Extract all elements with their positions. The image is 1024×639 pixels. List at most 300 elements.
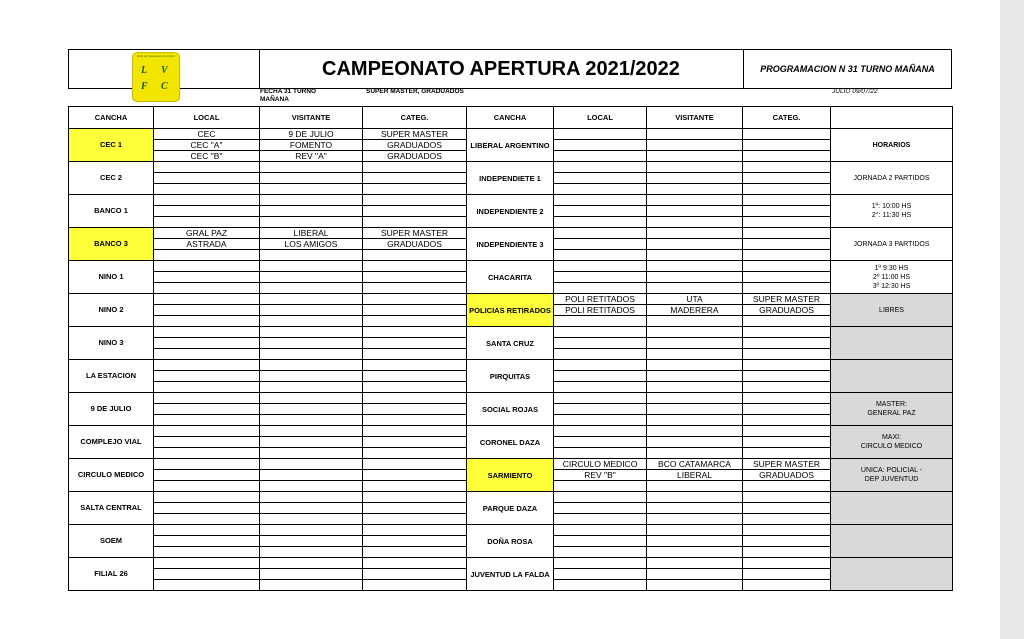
- right-local-cell: [554, 283, 647, 294]
- left-visitante-cell: [260, 206, 363, 217]
- left-visitante-cell: [260, 173, 363, 184]
- left-categ-cell: [363, 569, 467, 580]
- left-visitante-cell: [260, 338, 363, 349]
- left-categ-cell: [363, 316, 467, 327]
- left-visitante-cell: [260, 217, 363, 228]
- right-local-cell: [554, 426, 647, 437]
- right-visitante-cell: [647, 283, 743, 294]
- right-categ-cell: [743, 525, 831, 536]
- right-local-cell: [554, 525, 647, 536]
- right-local-cell: [554, 316, 647, 327]
- left-categ-cell: [363, 481, 467, 492]
- left-visitante-cell: [260, 503, 363, 514]
- programacion-label: PROGRAMACION N 31 TURNO MAÑANA: [760, 64, 935, 74]
- side-note-cell: [831, 525, 953, 558]
- date-label: JULIO 09/07/22: [832, 88, 878, 95]
- side-note-line: 2°: 11:30 HS: [871, 212, 912, 219]
- left-local-cell: CEC "B": [154, 151, 260, 162]
- right-local-cell: CIRCULO MEDICO: [554, 459, 647, 470]
- right-categ-cell: [743, 261, 831, 272]
- right-court-name: SARMIENTO: [467, 459, 554, 492]
- right-court-name: INDEPENDIETE 1: [467, 162, 554, 195]
- right-categ-cell: SUPER MASTER: [743, 459, 831, 470]
- left-categ-cell: [363, 525, 467, 536]
- right-local-cell: POLI RETITADOS: [554, 305, 647, 316]
- side-note-cell: [831, 162, 953, 195]
- left-local-cell: CEC "A": [154, 140, 260, 151]
- right-visitante-cell: [647, 569, 743, 580]
- side-note-cell: [831, 393, 953, 426]
- right-categ-cell: [743, 503, 831, 514]
- right-visitante-cell: [647, 162, 743, 173]
- right-court-name: POLICIAS RETIRADOS: [467, 294, 554, 327]
- side-note-line: 1º: 10:00 HS: [871, 203, 912, 210]
- side-note-cell: [831, 294, 953, 327]
- left-local-cell: [154, 195, 260, 206]
- left-visitante-cell: [260, 327, 363, 338]
- side-note-cell: [831, 195, 953, 228]
- right-local-cell: [554, 173, 647, 184]
- left-visitante-cell: [260, 558, 363, 569]
- logo-letter-1: L: [141, 65, 148, 76]
- right-categ-cell: [743, 404, 831, 415]
- left-visitante-cell: [260, 459, 363, 470]
- left-visitante-cell: [260, 547, 363, 558]
- left-categ-cell: [363, 162, 467, 173]
- right-local-cell: [554, 536, 647, 547]
- right-categ-cell: [743, 239, 831, 250]
- page-title: CAMPEONATO APERTURA 2021/2022: [259, 50, 744, 88]
- right-visitante-cell: [647, 404, 743, 415]
- left-court-name: LA ESTACION: [69, 360, 154, 393]
- right-local-cell: [554, 239, 647, 250]
- left-visitante-cell: [260, 426, 363, 437]
- left-local-cell: ASTRADA: [154, 239, 260, 250]
- side-note-line: MASTER:: [875, 401, 908, 408]
- left-local-cell: [154, 536, 260, 547]
- right-local-cell: [554, 261, 647, 272]
- right-categ-cell: [743, 162, 831, 173]
- side-note-line: DEP JUVENTUD: [864, 476, 919, 483]
- left-local-cell: [154, 437, 260, 448]
- left-categ-cell: [363, 393, 467, 404]
- col-visitante-2: VISITANTE: [647, 107, 743, 129]
- left-court-name: SOEM: [69, 525, 154, 558]
- left-court-name: CEC 1: [69, 129, 154, 162]
- right-categ-cell: [743, 349, 831, 360]
- right-categ-cell: [743, 250, 831, 261]
- right-local-cell: [554, 448, 647, 459]
- right-court-name: PIRQUITAS: [467, 360, 554, 393]
- left-visitante-cell: [260, 404, 363, 415]
- left-categ-cell: [363, 536, 467, 547]
- left-visitante-cell: [260, 360, 363, 371]
- col-local: LOCAL: [154, 107, 260, 129]
- right-categ-cell: [743, 316, 831, 327]
- left-categ-cell: [363, 272, 467, 283]
- left-local-cell: [154, 547, 260, 558]
- side-note-line: GENERAL PAZ: [867, 410, 916, 417]
- right-visitante-cell: [647, 525, 743, 536]
- left-categ-cell: [363, 360, 467, 371]
- left-categ-cell: [363, 382, 467, 393]
- left-categ-cell: [363, 503, 467, 514]
- left-visitante-cell: [260, 525, 363, 536]
- right-visitante-cell: [647, 448, 743, 459]
- left-local-cell: [154, 393, 260, 404]
- left-visitante-cell: [260, 283, 363, 294]
- right-local-cell: [554, 250, 647, 261]
- right-court-name: CHACARITA: [467, 261, 554, 294]
- left-visitante-cell: [260, 393, 363, 404]
- right-visitante-cell: [647, 547, 743, 558]
- right-local-cell: [554, 327, 647, 338]
- right-categ-cell: GRADUADOS: [743, 470, 831, 481]
- left-local-cell: [154, 206, 260, 217]
- right-local-cell: [554, 514, 647, 525]
- col-cancha: CANCHA: [69, 107, 154, 129]
- right-local-cell: [554, 415, 647, 426]
- right-local-cell: POLI RETITADOS: [554, 294, 647, 305]
- table-row: [69, 327, 953, 338]
- left-visitante-cell: [260, 261, 363, 272]
- left-visitante-cell: 9 DE JULIO: [260, 129, 363, 140]
- right-visitante-cell: [647, 250, 743, 261]
- right-local-cell: [554, 195, 647, 206]
- table-row: [69, 129, 953, 140]
- right-court-name: SANTA CRUZ: [467, 327, 554, 360]
- right-visitante-cell: [647, 536, 743, 547]
- right-categ-cell: [743, 140, 831, 151]
- left-visitante-cell: [260, 569, 363, 580]
- side-note-line: 2º 11:00 HS: [872, 273, 911, 281]
- right-categ-cell: [743, 415, 831, 426]
- right-local-cell: [554, 382, 647, 393]
- right-categ-cell: [743, 569, 831, 580]
- table-row: [69, 162, 953, 173]
- left-categ-cell: [363, 437, 467, 448]
- right-visitante-cell: [647, 437, 743, 448]
- table-row: [69, 228, 953, 239]
- left-local-cell: [154, 283, 260, 294]
- left-visitante-cell: [260, 437, 363, 448]
- right-visitante-cell: [647, 393, 743, 404]
- left-visitante-cell: LIBERAL: [260, 228, 363, 239]
- right-visitante-cell: [647, 272, 743, 283]
- left-categ-cell: [363, 184, 467, 195]
- left-categ-cell: GRADUADOS: [363, 140, 467, 151]
- side-note-line: JORNADA 3 PARTIDOS: [853, 240, 930, 248]
- side-note-line: MAXI:: [881, 434, 902, 441]
- left-local-cell: [154, 371, 260, 382]
- left-categ-cell: GRADUADOS: [363, 239, 467, 250]
- right-visitante-cell: [647, 217, 743, 228]
- left-visitante-cell: [260, 305, 363, 316]
- left-local-cell: [154, 558, 260, 569]
- right-categ-cell: [743, 547, 831, 558]
- left-local-cell: [154, 569, 260, 580]
- left-visitante-cell: [260, 448, 363, 459]
- right-local-cell: [554, 272, 647, 283]
- right-court-name: SOCIAL ROJAS: [467, 393, 554, 426]
- col-local-2: LOCAL: [554, 107, 647, 129]
- logo-caption: Club de Veteranos de Fútbol: [136, 54, 176, 58]
- left-court-name: NINO 1: [69, 261, 154, 294]
- table-row: [69, 459, 953, 470]
- side-note-line: CIRCULO MEDICO: [860, 443, 923, 450]
- left-categ-cell: [363, 404, 467, 415]
- left-local-cell: [154, 349, 260, 360]
- left-categ-cell: [363, 294, 467, 305]
- left-court-name: BANCO 3: [69, 228, 154, 261]
- right-local-cell: [554, 558, 647, 569]
- left-categ-cell: [363, 195, 467, 206]
- left-visitante-cell: [260, 184, 363, 195]
- left-local-cell: [154, 250, 260, 261]
- left-local-cell: [154, 481, 260, 492]
- right-categ-cell: [743, 437, 831, 448]
- right-categ-cell: [743, 580, 831, 591]
- left-visitante-cell: [260, 162, 363, 173]
- right-visitante-cell: [647, 151, 743, 162]
- side-note-cell: [831, 426, 953, 459]
- right-visitante-cell: [647, 184, 743, 195]
- right-local-cell: [554, 547, 647, 558]
- left-categ-cell: [363, 580, 467, 591]
- left-court-name: FILIAL 26: [69, 558, 154, 591]
- right-local-cell: [554, 338, 647, 349]
- left-visitante-cell: LOS AMIGOS: [260, 239, 363, 250]
- left-court-name: BANCO 1: [69, 195, 154, 228]
- col-categ-2: CATEG.: [743, 107, 831, 129]
- side-note-cell: [831, 558, 953, 591]
- right-visitante-cell: [647, 327, 743, 338]
- left-categ-cell: [363, 305, 467, 316]
- left-local-cell: [154, 503, 260, 514]
- side-note-line: JORNADA 2 PARTIDOS: [853, 174, 930, 182]
- left-visitante-cell: [260, 371, 363, 382]
- right-court-name: INDEPENDIENTE 2: [467, 195, 554, 228]
- table-row: [69, 426, 953, 437]
- left-categ-cell: [363, 415, 467, 426]
- left-visitante-cell: [260, 492, 363, 503]
- left-local-cell: [154, 514, 260, 525]
- right-categ-cell: [743, 536, 831, 547]
- right-categ-cell: [743, 283, 831, 294]
- right-local-cell: [554, 481, 647, 492]
- left-categ-cell: [363, 426, 467, 437]
- right-visitante-cell: [647, 261, 743, 272]
- right-categ-cell: [743, 228, 831, 239]
- left-local-cell: [154, 404, 260, 415]
- right-categ-cell: [743, 426, 831, 437]
- right-court-name: LIBERAL ARGENTINO: [467, 129, 554, 162]
- right-local-cell: [554, 492, 647, 503]
- side-note-cell: [831, 261, 953, 294]
- side-note-line: UNICA: POLICIAL -: [860, 467, 923, 474]
- left-visitante-cell: FOMENTO: [260, 140, 363, 151]
- right-categ-cell: [743, 382, 831, 393]
- left-local-cell: [154, 382, 260, 393]
- left-categ-cell: [363, 217, 467, 228]
- left-visitante-cell: [260, 382, 363, 393]
- left-visitante-cell: [260, 481, 363, 492]
- right-visitante-cell: [647, 195, 743, 206]
- right-categ-cell: [743, 393, 831, 404]
- left-visitante-cell: [260, 250, 363, 261]
- side-note-line: LIBRES: [879, 306, 904, 314]
- left-categ-cell: [363, 558, 467, 569]
- left-local-cell: [154, 327, 260, 338]
- right-local-cell: [554, 162, 647, 173]
- left-local-cell: [154, 184, 260, 195]
- right-local-cell: [554, 228, 647, 239]
- right-categ-cell: [743, 481, 831, 492]
- left-local-cell: [154, 459, 260, 470]
- right-local-cell: [554, 129, 647, 140]
- left-local-cell: [154, 470, 260, 481]
- right-visitante-cell: MADERERA: [647, 305, 743, 316]
- left-local-cell: [154, 294, 260, 305]
- left-local-cell: [154, 415, 260, 426]
- right-court-name: INDEPENDIENTE 3: [467, 228, 554, 261]
- left-categ-cell: [363, 514, 467, 525]
- right-visitante-cell: [647, 173, 743, 184]
- left-categ-cell: [363, 371, 467, 382]
- side-note-cell: [831, 228, 953, 261]
- left-local-cell: [154, 272, 260, 283]
- left-local-cell: CEC: [154, 129, 260, 140]
- right-local-cell: [554, 371, 647, 382]
- table-row: [69, 492, 953, 503]
- right-categ-cell: [743, 206, 831, 217]
- right-local-cell: [554, 360, 647, 371]
- left-local-cell: [154, 580, 260, 591]
- left-categ-cell: [363, 261, 467, 272]
- col-notes: [831, 107, 953, 129]
- right-visitante-cell: [647, 492, 743, 503]
- right-categ-cell: [743, 492, 831, 503]
- left-court-name: CEC 2: [69, 162, 154, 195]
- left-categ-cell: [363, 173, 467, 184]
- table-row: [69, 393, 953, 404]
- right-visitante-cell: [647, 415, 743, 426]
- schedule-sheet: [68, 49, 952, 599]
- right-categ-cell: [743, 272, 831, 283]
- left-visitante-cell: [260, 514, 363, 525]
- table-row: [69, 360, 953, 371]
- right-visitante-cell: [647, 382, 743, 393]
- left-court-name: COMPLEJO VIAL: [69, 426, 154, 459]
- col-cancha-2: CANCHA: [467, 107, 554, 129]
- left-visitante-cell: [260, 294, 363, 305]
- right-visitante-cell: [647, 360, 743, 371]
- right-local-cell: REV "B": [554, 470, 647, 481]
- left-court-name: NINO 2: [69, 294, 154, 327]
- left-local-cell: [154, 316, 260, 327]
- column-header-row: [69, 107, 953, 129]
- right-categ-cell: [743, 360, 831, 371]
- right-local-cell: [554, 349, 647, 360]
- left-categ-cell: [363, 459, 467, 470]
- left-court-name: NINO 3: [69, 327, 154, 360]
- right-categ-cell: [743, 514, 831, 525]
- logo-letter-4: C: [161, 81, 168, 92]
- right-court-name: CORONEL DAZA: [467, 426, 554, 459]
- right-visitante-cell: LIBERAL: [647, 470, 743, 481]
- right-court-name: DOÑA ROSA: [467, 525, 554, 558]
- side-note-line: HORARIOS: [872, 141, 911, 149]
- left-local-cell: [154, 426, 260, 437]
- side-note-cell: [831, 492, 953, 525]
- left-local-cell: [154, 338, 260, 349]
- right-categ-cell: [743, 151, 831, 162]
- left-categ-cell: GRADUADOS: [363, 151, 467, 162]
- right-visitante-cell: UTA: [647, 294, 743, 305]
- left-local-cell: [154, 360, 260, 371]
- logo-letter-2: V: [161, 65, 168, 76]
- right-categ-cell: [743, 184, 831, 195]
- logo-letter-3: F: [141, 81, 148, 92]
- right-categ-cell: [743, 129, 831, 140]
- left-local-cell: [154, 162, 260, 173]
- schedule-table: [68, 106, 953, 591]
- right-local-cell: [554, 580, 647, 591]
- fecha-label: FECHA 31 TURNO MAÑANA: [260, 88, 317, 103]
- right-visitante-cell: [647, 481, 743, 492]
- right-local-cell: [554, 217, 647, 228]
- table-row: [69, 294, 953, 305]
- left-local-cell: [154, 261, 260, 272]
- right-visitante-cell: [647, 426, 743, 437]
- right-local-cell: [554, 503, 647, 514]
- right-categ-cell: SUPER MASTER: [743, 294, 831, 305]
- col-categ: CATEG.: [363, 107, 467, 129]
- left-categ-cell: SUPER MASTER: [363, 228, 467, 239]
- left-categ-cell: [363, 470, 467, 481]
- right-visitante-cell: [647, 558, 743, 569]
- right-categ-cell: [743, 448, 831, 459]
- left-visitante-cell: [260, 470, 363, 481]
- left-local-cell: [154, 492, 260, 503]
- left-categ-cell: [363, 547, 467, 558]
- right-categ-cell: [743, 327, 831, 338]
- side-note-line: 3º 12:30 HS: [872, 282, 911, 290]
- right-categ-cell: [743, 195, 831, 206]
- left-categ-cell: SUPER MASTER: [363, 129, 467, 140]
- left-visitante-cell: [260, 580, 363, 591]
- table-row: [69, 558, 953, 569]
- left-categ-cell: [363, 448, 467, 459]
- left-visitante-cell: [260, 536, 363, 547]
- table-row: [69, 195, 953, 206]
- left-categ-cell: [363, 492, 467, 503]
- left-categ-cell: [363, 206, 467, 217]
- left-visitante-cell: [260, 349, 363, 360]
- side-note-line: 1º 9:30 HS: [874, 264, 909, 272]
- club-logo: [133, 53, 179, 101]
- side-note-cell: [831, 327, 953, 360]
- right-categ-cell: GRADUADOS: [743, 305, 831, 316]
- left-local-cell: [154, 217, 260, 228]
- right-visitante-cell: [647, 316, 743, 327]
- left-local-cell: [154, 448, 260, 459]
- left-categ-cell: [363, 338, 467, 349]
- right-local-cell: [554, 206, 647, 217]
- right-categ-cell: [743, 173, 831, 184]
- table-row: [69, 525, 953, 536]
- right-local-cell: [554, 140, 647, 151]
